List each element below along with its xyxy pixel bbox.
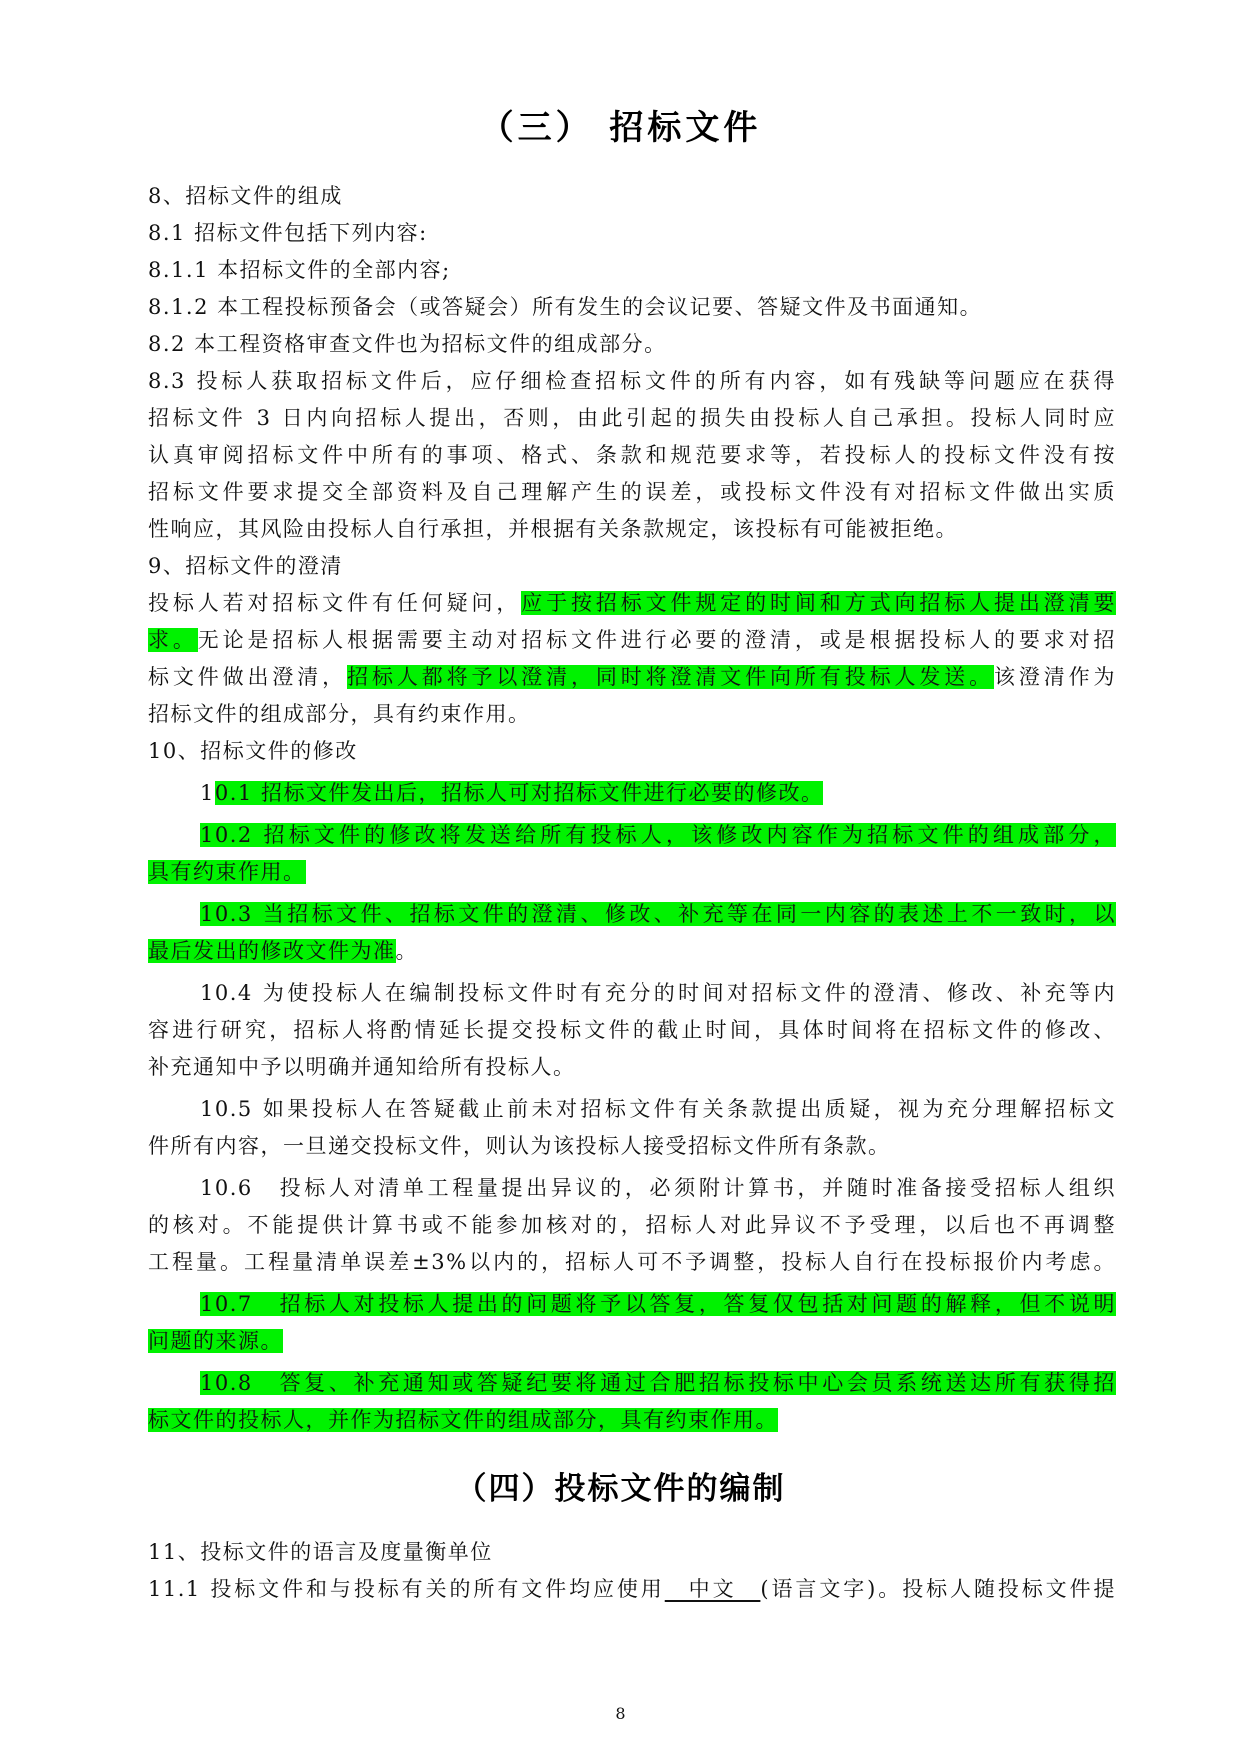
- text-run: 1: [200, 781, 215, 805]
- text-line: [148, 775, 1116, 812]
- text-line: [148, 1049, 1116, 1086]
- highlighted-text: 具有约束作用。: [148, 860, 306, 884]
- text-line: [148, 585, 1116, 622]
- text-line: [148, 896, 1116, 933]
- highlighted-text: 问题的来源。: [148, 1329, 283, 1353]
- text-line: [148, 1286, 1116, 1323]
- text-run: 标文件做出澄清，: [148, 665, 348, 689]
- section-heading-bid-preparation: （四）投标文件的编制: [455, 1471, 786, 1507]
- text-run: 8.3 投标人获取招标文件后，应仔细检查招标文件的所有内容，如有残缺等问题应在获得: [148, 369, 1116, 393]
- text-line: [148, 1402, 1116, 1439]
- text-line: [148, 1170, 1116, 1207]
- text-run: 10.6 投标人对清单工程量提出异议的，必须附计算书，并随时准备接受招标人组织: [200, 1176, 1116, 1200]
- text-run: 件所有内容，一旦递交投标文件，则认为该投标人接受招标文件所有条款。: [148, 1134, 891, 1158]
- text-run: 8.1.2 本工程投标预备会（或答疑会）所有发生的会议记要、答疑文件及书面通知。: [148, 295, 983, 319]
- text-run: 招标文件 3 日内向招标人提出，否则，由此引起的损失由投标人自己承担。投标人同时应: [148, 406, 1116, 430]
- text-line: [148, 933, 1116, 970]
- text-run: 11.1 投标文件和与投标有关的所有文件均应使用: [148, 1577, 665, 1601]
- text-line: [148, 437, 1116, 474]
- text-line: [148, 400, 1116, 437]
- text-line: [148, 1323, 1116, 1360]
- underlined-text: 中文: [664, 1577, 761, 1601]
- text-line: [148, 733, 1116, 770]
- text-run: 8.1.1 本招标文件的全部内容;: [148, 258, 451, 282]
- text-line: [148, 363, 1116, 400]
- highlighted-text: 最后发出的修改文件为准: [148, 939, 396, 963]
- highlighted-text: 招标人都将予以澄清，同时将澄清文件向所有投标人发送。: [347, 665, 994, 689]
- text-line: [148, 289, 1116, 326]
- highlighted-text: 求。: [148, 628, 198, 652]
- text-run: 工程量。工程量清单误差±3%以内的，招标人可不予调整，投标人自行在投标报价内考虑。: [148, 1250, 1116, 1274]
- text-run: 招标文件的组成部分，具有约束作用。: [148, 702, 531, 726]
- text-run: 性响应，其风险由投标人自行承担，并根据有关条款规定，该投标有可能被拒绝。: [148, 517, 958, 541]
- text-run: 9、招标文件的澄清: [148, 554, 343, 578]
- text-line: [148, 548, 1116, 585]
- highlighted-text: 标文件的投标人，并作为招标文件的组成部分，具有约束作用。: [148, 1408, 778, 1432]
- text-line: [148, 1365, 1116, 1402]
- text-line: [148, 215, 1116, 252]
- highlighted-text: 10.2 招标文件的修改将发送给所有投标人，该修改内容作为招标文件的组成部分，: [200, 823, 1116, 847]
- section-body-tender-documents: [148, 178, 1116, 1439]
- text-line: [148, 1012, 1116, 1049]
- text-run: 8.2 本工程资格审查文件也为招标文件的组成部分。: [148, 332, 667, 356]
- text-line: [148, 854, 1116, 891]
- highlighted-text: 10.7 招标人对投标人提出的问题将予以答复，答复仅包括对问题的解释，但不说明: [200, 1292, 1116, 1316]
- text-line: [148, 252, 1116, 289]
- text-line: [148, 659, 1116, 696]
- text-run: 的核对。不能提供计算书或不能参加核对的，招标人对此异议不予受理，以后也不再调整: [148, 1213, 1116, 1237]
- text-line: [148, 178, 1116, 215]
- highlighted-text: 0.1 招标文件发出后，招标人可对招标文件进行必要的修改。: [214, 781, 824, 805]
- text-run: 该澄清作为: [993, 665, 1116, 689]
- highlighted-text: 10.3 当招标文件、招标文件的澄清、修改、补充等在同一内容的表述上不一致时，以: [200, 902, 1116, 926]
- text-run: 容进行研究，招标人将酌情延长提交投标文件的截止时间，具体时间将在招标文件的修改、: [148, 1018, 1116, 1042]
- text-line: [148, 511, 1116, 548]
- text-run: 招标文件要求提交全部资料及自己理解产生的误差，或投标文件没有对招标文件做出实质: [148, 480, 1116, 504]
- text-line: [148, 326, 1116, 363]
- text-run: (语言文字)。投标人随投标文件提: [760, 1577, 1116, 1601]
- text-line: [148, 1534, 1116, 1571]
- text-run: 10.4 为使投标人在编制投标文件时有充分的时间对招标文件的澄清、修改、补充等内: [200, 981, 1116, 1005]
- text-run: 10.5 如果投标人在答疑截止前未对招标文件有关条款提出质疑，视为充分理解招标文: [200, 1097, 1116, 1121]
- text-run: 。: [395, 939, 418, 963]
- text-line: [148, 1571, 1116, 1608]
- section-body-bid-preparation: [148, 1534, 1116, 1608]
- section-heading-tender-documents: （三） 招标文件: [479, 108, 762, 148]
- text-line: [148, 622, 1116, 659]
- text-line: [148, 1128, 1116, 1165]
- text-line: [148, 474, 1116, 511]
- text-line: [148, 817, 1116, 854]
- text-run: 投标人若对招标文件有任何疑问，: [148, 591, 522, 615]
- text-run: 无论是招标人根据需要主动对招标文件进行必要的澄清，或是根据投标人的要求对招: [197, 628, 1116, 652]
- text-line: [148, 696, 1116, 733]
- highlighted-text: 10.8 答复、补充通知或答疑纪要将通过合肥招标投标中心会员系统送达所有获得招: [200, 1371, 1116, 1395]
- text-line: [148, 975, 1116, 1012]
- text-run: 10、招标文件的修改: [148, 739, 358, 763]
- text-run: 11、投标文件的语言及度量衡单位: [148, 1540, 493, 1564]
- text-line: [148, 1091, 1116, 1128]
- text-run: 8.1 招标文件包括下列内容:: [148, 221, 428, 245]
- text-run: 8、招标文件的组成: [148, 184, 343, 208]
- page-number: 8: [615, 1704, 626, 1723]
- text-run: 认真审阅招标文件中所有的事项、格式、条款和规范要求等，若投标人的投标文件没有按: [148, 443, 1116, 467]
- text-line: [148, 1244, 1116, 1281]
- text-run: 补充通知中予以明确并通知给所有投标人。: [148, 1055, 576, 1079]
- highlighted-text: 应于按招标文件规定的时间和方式向招标人提出澄清要: [521, 591, 1116, 615]
- text-line: [148, 1207, 1116, 1244]
